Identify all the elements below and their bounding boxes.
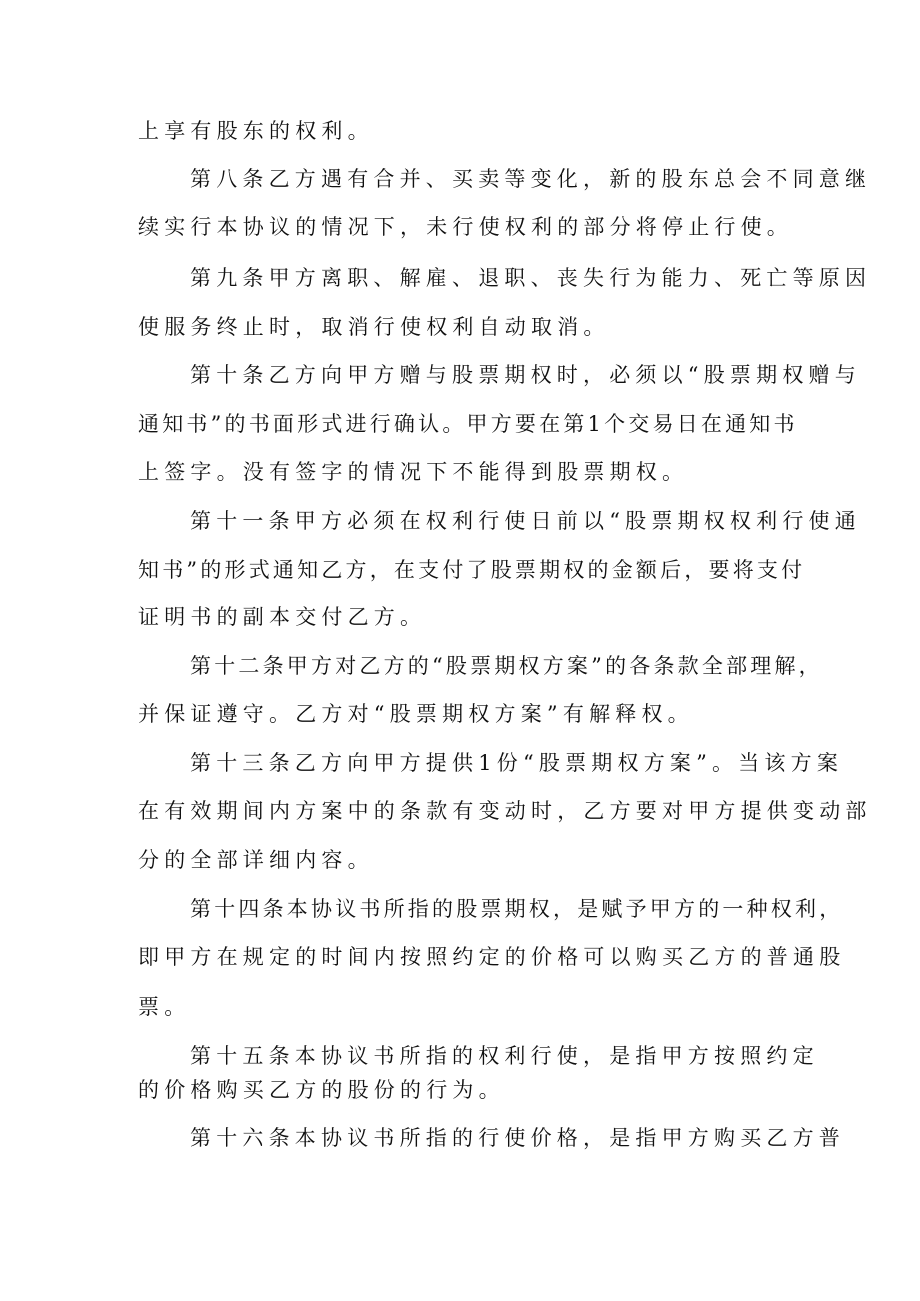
text-line: 续实行本协议的情况下，未行使权利的部分将停止行使。 <box>138 215 793 239</box>
text-line: 第十一条甲方必须在权利行使日前以“股票期权权利行使通 <box>190 509 861 533</box>
text-line: 上签字。没有签字的情况下不能得到股票期权。 <box>138 460 689 484</box>
text-line: 分的全部详细内容。 <box>138 848 374 872</box>
text-line: 在有效期间内方案中的条款有变动时，乙方要对甲方提供变动部 <box>138 799 872 823</box>
text-line: 知书”的形式通知乙方，在支付了股票期权的金额后，要将支付 <box>138 558 806 582</box>
text-line: 的价格购买乙方的股份的行为。 <box>138 1078 505 1102</box>
text-line: 第十五条本协议书所指的权利行使，是指甲方按照约定 <box>190 1044 819 1068</box>
text-line: 上享有股东的权利。 <box>138 119 374 143</box>
text-line: 第十二条甲方对乙方的“股票期权方案”的各条款全部理解， <box>190 654 823 678</box>
text-line: 第十三条乙方向甲方提供1份“股票期权方案”。当该方案 <box>190 751 844 775</box>
text-line: 第八条乙方遇有合并、买卖等变化，新的股东总会不同意继 <box>190 167 872 191</box>
text-line: 证明书的副本交付乙方。 <box>138 605 427 629</box>
text-line: 第十六条本协议书所指的行使价格，是指甲方购买乙方普 <box>190 1126 845 1150</box>
text-line: 使服务终止时，取消行使权利自动取消。 <box>138 315 610 339</box>
text-line: 票。 <box>138 995 191 1019</box>
text-line: 第九条甲方离职、解雇、退职、丧失行为能力、死亡等原因 <box>190 266 872 290</box>
text-line: 第十四条本协议书所指的股票期权，是赋予甲方的一种权利， <box>190 897 844 921</box>
text-line: 并保证遵守。乙方对“股票期权方案”有解释权。 <box>138 702 694 726</box>
text-line: 通知书”的书面形式进行确认。甲方要在第1个交易日在通知书 <box>138 412 798 436</box>
text-line: 即甲方在规定的时间内按照约定的价格可以购买乙方的普通股 <box>138 945 846 969</box>
text-line: 第十条乙方向甲方赠与股票期权时，必须以“股票期权赠与 <box>190 363 861 387</box>
